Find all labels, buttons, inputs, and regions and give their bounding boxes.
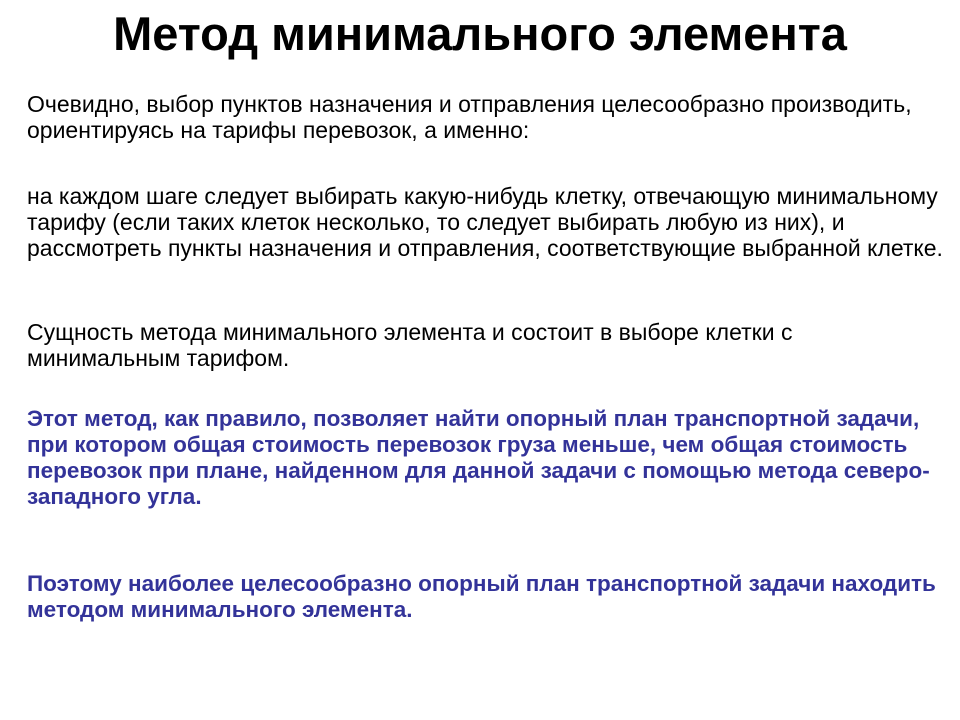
paragraph-essence: Сущность метода минимального элемента и состоит в выборе клетки с минимальным тарифом. <box>27 319 793 371</box>
paragraph-step-rule: на каждом шаге следует выбирать какую-нибудь клетку, отвечающую минимальному тарифу (если таких клеток несколько, то следует выбирать любую из них), и рассмотреть пункты назначения и отправления, соответствующие выбранной клетке. <box>27 183 943 261</box>
paragraph-conclusion-highlight: Поэтому наиболее целесообразно опорный план транспортной задачи находить методом минимального элемента. <box>27 571 936 622</box>
paragraph-comparison-highlight: Этот метод, как правило, позволяет найти опорный план транспортной задачи, при котором общая стоимость перевозок груза меньше, чем общая стоимость перевозок при плане, найденном для данной задачи с помощью метода северо-западного угла. <box>27 406 930 509</box>
paragraph-intro: Очевидно, выбор пунктов назначения и отправления целесообразно производить, ориентируясь на тарифы перевозок, а именно: <box>27 91 912 143</box>
slide-title: Метод минимального элемента <box>113 7 847 60</box>
